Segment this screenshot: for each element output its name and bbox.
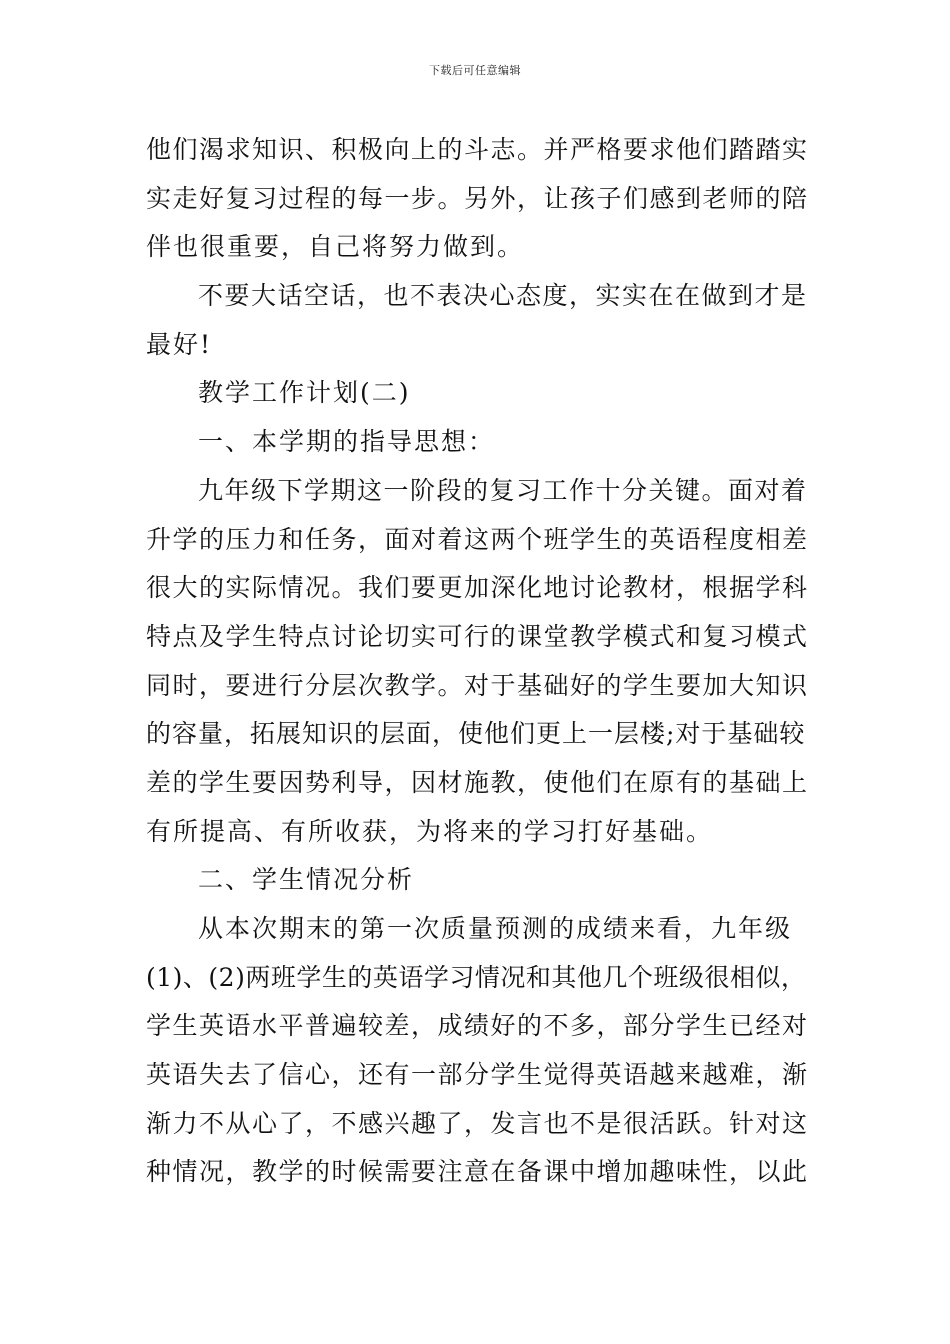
section-heading: 二、学生情况分析 [198,865,415,895]
document-body [146,126,811,1197]
section-heading: 一、本学期的指导思想： [198,427,496,457]
text-line: 的容量，拓展知识的层面，使他们更上一层楼;对于基础较 [146,719,806,749]
text-line: 实走好复习过程的每一步。另外，让孩子们感到老师的陪 [146,183,809,213]
text-line: (1)、(2)两班学生的英语学习情况和其他几个班级很相似， [146,962,807,992]
text-line: 九年级下学期这一阶段的复习工作十分关键。面对着 [198,475,808,505]
text-line: 英语失去了信心，还有一部分学生觉得英语越来越难，渐 [146,1060,809,1090]
text-line: 特点及学生特点讨论切实可行的课堂教学模式和复习模式 [146,621,809,651]
text-line: 差的学生要因势利导，因材施教，使他们在原有的基础上 [146,767,809,797]
text-line: 同时，要进行分层次教学。对于基础好的学生要加大知识 [146,670,809,700]
text-line: 渐力不从心了，不感兴趣了，发言也不是很活跃。针对这 [146,1108,809,1138]
text-line: 种情况，教学的时候需要注意在备课中增加趣味性，以此 [146,1157,809,1187]
text-line: 他们渴求知识、积极向上的斗志。并严格要求他们踏踏实 [146,135,809,164]
text-line: 不要大话空话，也不表决心态度，实实在在做到才是 [198,281,808,311]
text-line: 最好! [146,329,213,359]
text-line: 有所提高、有所收获，为将来的学习打好基础。 [146,816,714,846]
page-header: 下载后可任意编辑 [429,64,521,77]
section-title: 教学工作计划(二) [198,378,411,408]
text-line: 学生英语水平普遍较差，成绩好的不多，部分学生已经对 [146,1011,809,1041]
text-line: 伴也很重要，自己将努力做到。 [146,232,525,262]
text-line: 升学的压力和任务，面对着这两个班学生的英语程度相差 [146,524,809,554]
text-line: 很大的实际情况。我们要更加深化地讨论教材，根据学科 [146,573,809,603]
text-line: 从本次期末的第一次质量预测的成绩来看，九年级 [198,914,793,943]
